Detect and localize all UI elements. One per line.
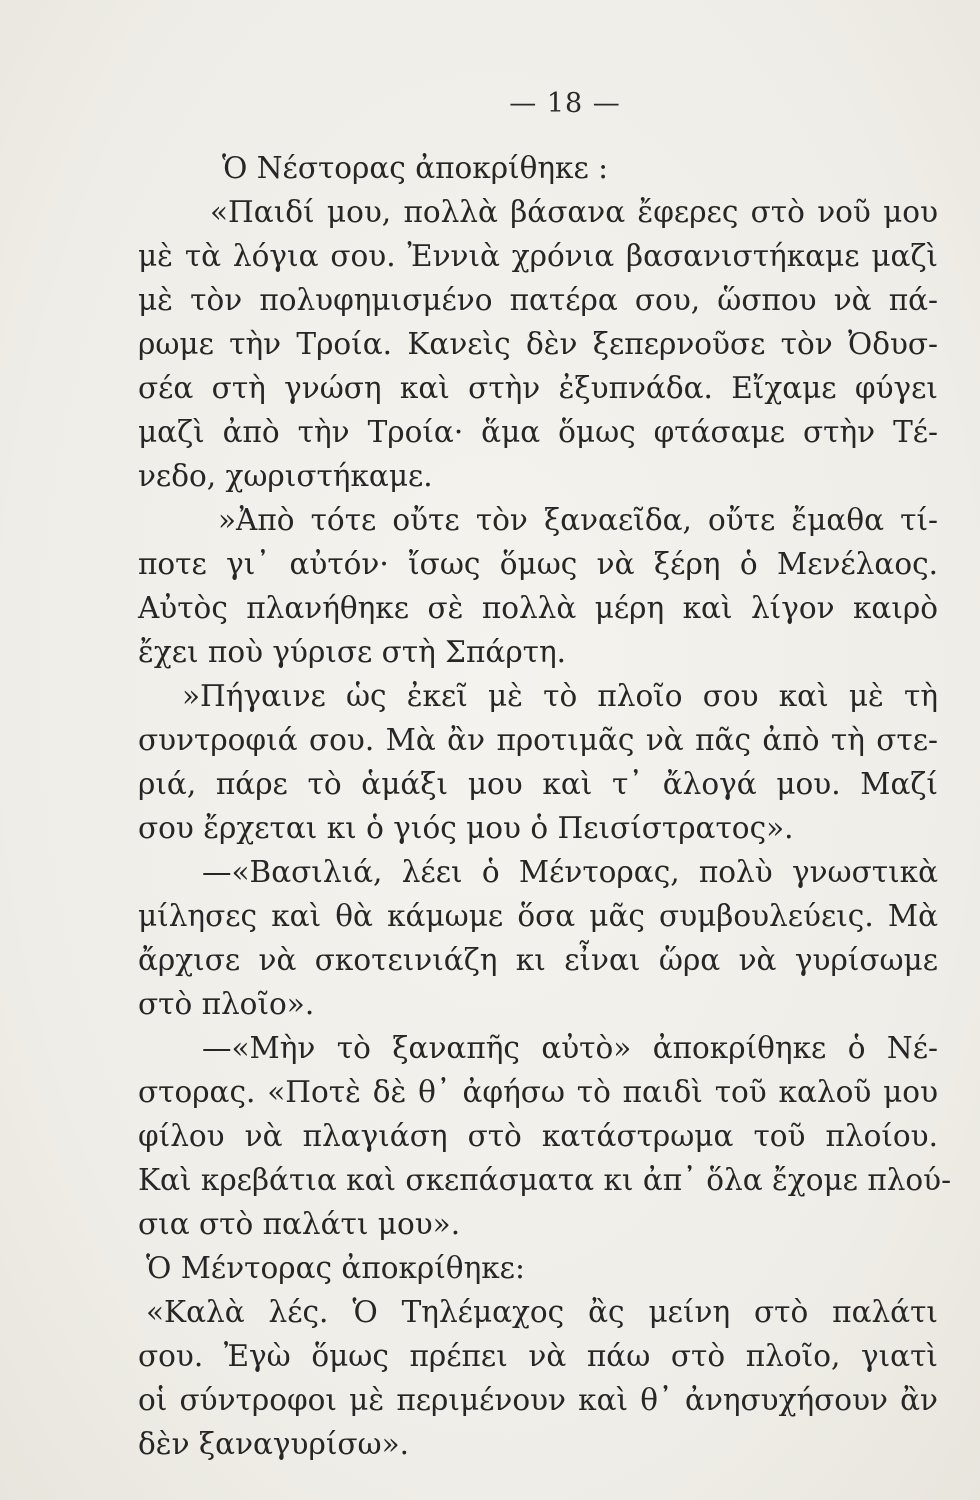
- text-line: μὲ τὰ λόγια σου. Ἐννιὰ χρόνια βασανιστήκαμε μαζὶ: [138, 239, 938, 273]
- page-number: — 18 —: [509, 88, 621, 119]
- text-line: »Ἀπὸ τότε οὔτε τὸν ξαναεῖδα, οὔτε ἔμαθα τί-: [218, 503, 938, 537]
- body-text: [138, 146, 952, 1466]
- text-line: ποτε γι᾽ αὐτόν· ἴσως ὅμως νὰ ξέρη ὁ Μενέλαος.: [138, 547, 938, 581]
- text-line: ἄρχισε νὰ σκοτεινιάζη κι εἶναι ὥρα νὰ γυρίσωμε: [138, 943, 938, 977]
- text-line: μαζὶ ἀπὸ τὴν Τροία· ἅμα ὅμως φτάσαμε στὴν Τέ-: [138, 415, 938, 449]
- text-line: ρωμε τὴν Τροία. Κανεὶς δὲν ξεπερνοῦσε τὸν Ὀδυσ-: [138, 327, 938, 361]
- text-line: σέα στὴ γνώση καὶ στὴν ἐξυπνάδα. Εἴχαμε φύγει: [138, 371, 938, 405]
- text-line: «Καλὰ λές. Ὁ Τηλέμαχος ἂς μείνη στὸ παλάτι: [146, 1295, 938, 1329]
- text-line: σου ἔρχεται κι ὁ γιός μου ὁ Πεισίστρατος».: [138, 811, 794, 845]
- text-line: δὲν ξαναγυρίσω».: [138, 1427, 410, 1461]
- text-line: φίλου νὰ πλαγιάση στὸ κατάστρωμα τοῦ πλοίου.: [138, 1119, 938, 1153]
- text-line: μίλησες καὶ θὰ κάμωμε ὅσα μᾶς συμβουλεύεις. Μὰ: [138, 899, 938, 933]
- text-line: ριά, πάρε τὸ ἁμάξι μου καὶ τ᾽ ἄλογά μου. Μαζί: [138, 767, 938, 801]
- text-line: συντροφιά σου. Μὰ ἂν προτιμᾶς νὰ πᾶς ἀπὸ τὴ στε-: [138, 723, 938, 757]
- text-line: στὸ πλοῖο».: [138, 987, 315, 1021]
- text-line: Ὁ Μέντορας ἀποκρίθηκε:: [146, 1251, 525, 1285]
- text-line: Αὐτὸς πλανήθηκε σὲ πολλὰ μέρη καὶ λίγον καιρὸ: [138, 591, 938, 625]
- text-line: σου. Ἐγὼ ὅμως πρέπει νὰ πάω στὸ πλοῖο, γιατὶ: [138, 1339, 938, 1373]
- text-line: «Παιδί μου, πολλὰ βάσανα ἔφερες στὸ νοῦ μου: [210, 195, 938, 229]
- text-line: σια στὸ παλάτι μου».: [138, 1207, 461, 1241]
- text-line: —«Βασιλιά, λέει ὁ Μέντορας, πολὺ γνωστικὰ: [202, 855, 938, 889]
- text-line: Καὶ κρεβάτια καὶ σκεπάσματα κι ἀπ᾽ ὅλα ἔχομε πλού-: [138, 1163, 952, 1197]
- text-line: νεδο, χωριστήκαμε.: [138, 459, 433, 493]
- text-line: μὲ τὸν πολυφημισμένο πατέρα σου, ὥσπου νὰ πά-: [138, 283, 938, 317]
- text-line: —«Μὴν τὸ ξαναπῆς αὐτὸ» ἀποκρίθηκε ὁ Νέ-: [202, 1031, 938, 1065]
- text-line: ἔχει ποὺ γύρισε στὴ Σπάρτη.: [138, 635, 567, 669]
- text-line: »Πήγαινε ὡς ἐκεῖ μὲ τὸ πλοῖο σου καὶ μὲ τὴ: [182, 679, 938, 713]
- text-line: στορας. «Ποτὲ δὲ θ᾽ ἀφήσω τὸ παιδὶ τοῦ καλοῦ μου: [138, 1075, 938, 1109]
- text-line: οἱ σύντροφοι μὲ περιμένουν καὶ θ᾽ ἀνησυχήσουν ἂν: [138, 1383, 938, 1417]
- text-line: Ὁ Νέστορας ἀποκρίθηκε :: [222, 151, 609, 185]
